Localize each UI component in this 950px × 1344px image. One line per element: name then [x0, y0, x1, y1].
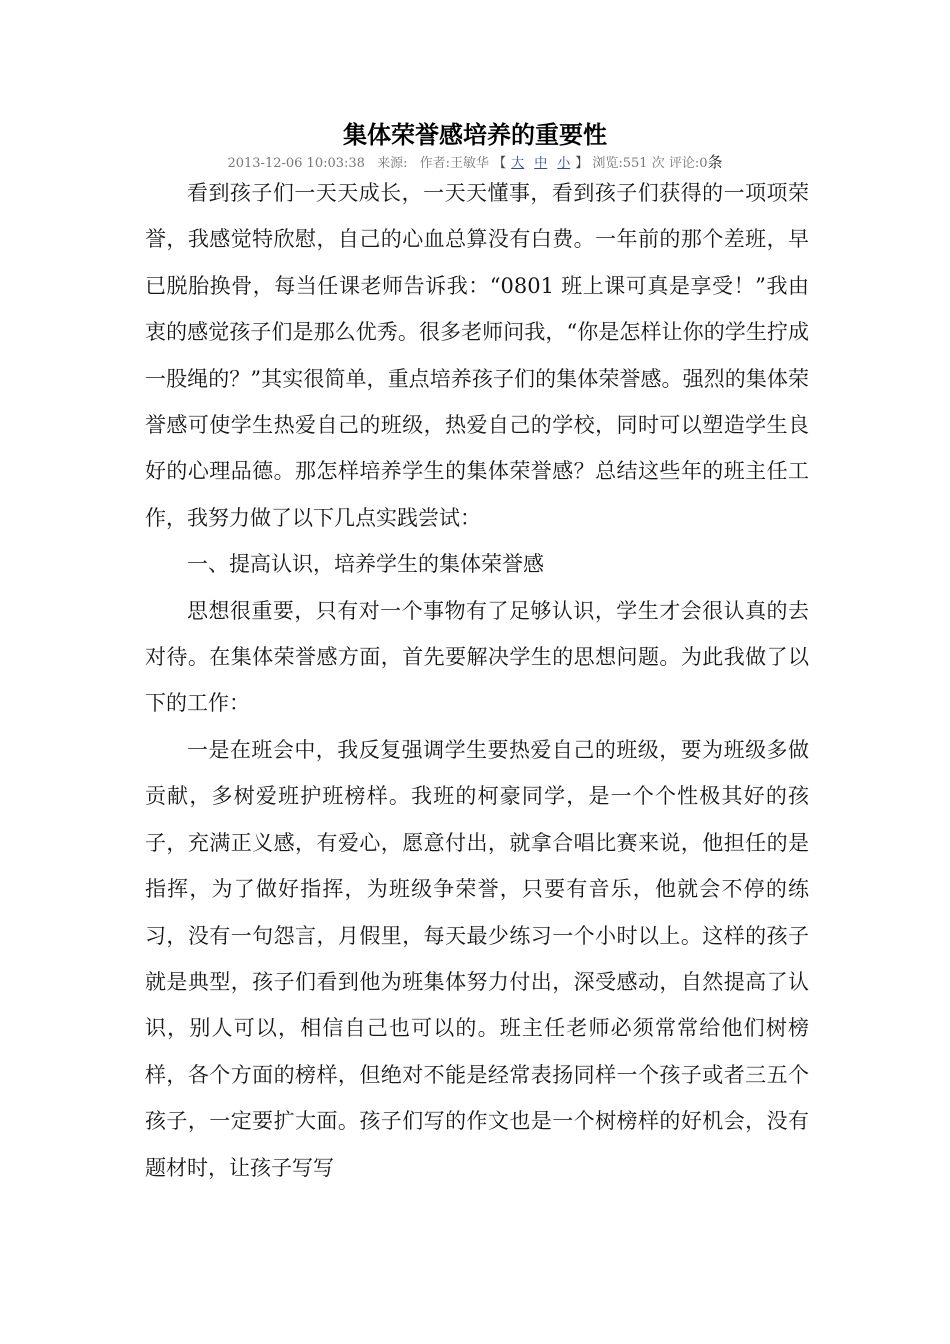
font-size-medium-link[interactable]: 中: [534, 156, 548, 171]
article-body: [145, 170, 809, 1191]
font-size-bracket-open: 【: [493, 156, 507, 171]
paragraph-thinking: 思想很重要，只有对一个事物有了足够认识，学生才会很认真的去对待。在集体荣誉感方面，首先要解决学生的思想问题。为此我做了以下的工作：: [145, 598, 809, 716]
font-size-bracket-close: 】: [575, 156, 589, 171]
section-heading: 一、提高认识，培养学生的集体荣誉感: [187, 552, 544, 577]
view-count: 浏览:551 次: [592, 156, 665, 171]
article-title: 集体荣誉感培养的重要性: [343, 121, 607, 149]
font-size-large-link[interactable]: 大: [511, 156, 525, 171]
paragraph-class-meeting: 一是在班会中，我反复强调学生要热爱自己的班级，要为班级多做贡献，多树爱班护班榜样。我班的柯豪同学，是一个个性极其好的孩子，充满正义感，有爱心，愿意付出，就拿合唱比赛来说，他担任的是指挥，为了做好指挥，为班级争荣誉，只要有音乐，他就会不停的练习，没有一句怨言，月假里，每天最少练习一个小时以上。这样的孩子就是典型，孩子们看到他为班集体努力付出，深受感动，自然提高了认识，别人可以，相信自己也可以的。班主任老师必须常常给他们树榜样，各个方面的榜样，但绝对不能是经常表扬同样一个孩子或者三五个孩子，一定要扩大面。孩子们写的作文也是一个树榜样的好机会，没有题材时，让孩子写写: [145, 737, 809, 1180]
comment-count: 评论:0: [668, 156, 708, 171]
comment-count-unit: 条: [707, 153, 723, 171]
font-size-small-link[interactable]: 小: [557, 156, 571, 171]
author-label: 作者:王敏华: [419, 156, 490, 171]
source-label: 来源:: [377, 156, 408, 171]
paragraph-intro: 看到孩子们一天天成长，一天天懂事，看到孩子们获得的一项项荣誉，我感觉特欣慰，自己的心血总算没有白费。一年前的那个差班，早已脱胎换骨，每当任课老师告诉我：“0801 班上课可真是享受！”我由衷的感觉孩子们是那么优秀。很多老师问我，“你是怎样让你的学生拧成一股绳的？”其实很简单，重点培养孩子们的集体荣誉感。强烈的集体荣誉感可使学生热爱自己的班级，热爱自己的学校，同时可以塑造学生良好的心理品德。那怎样培养学生的集体荣誉感？总结这些年的班主任工作，我努力做了以下几点实践尝试：: [145, 181, 809, 530]
publish-datetime: 2013-12-06 10:03:38: [227, 156, 365, 171]
